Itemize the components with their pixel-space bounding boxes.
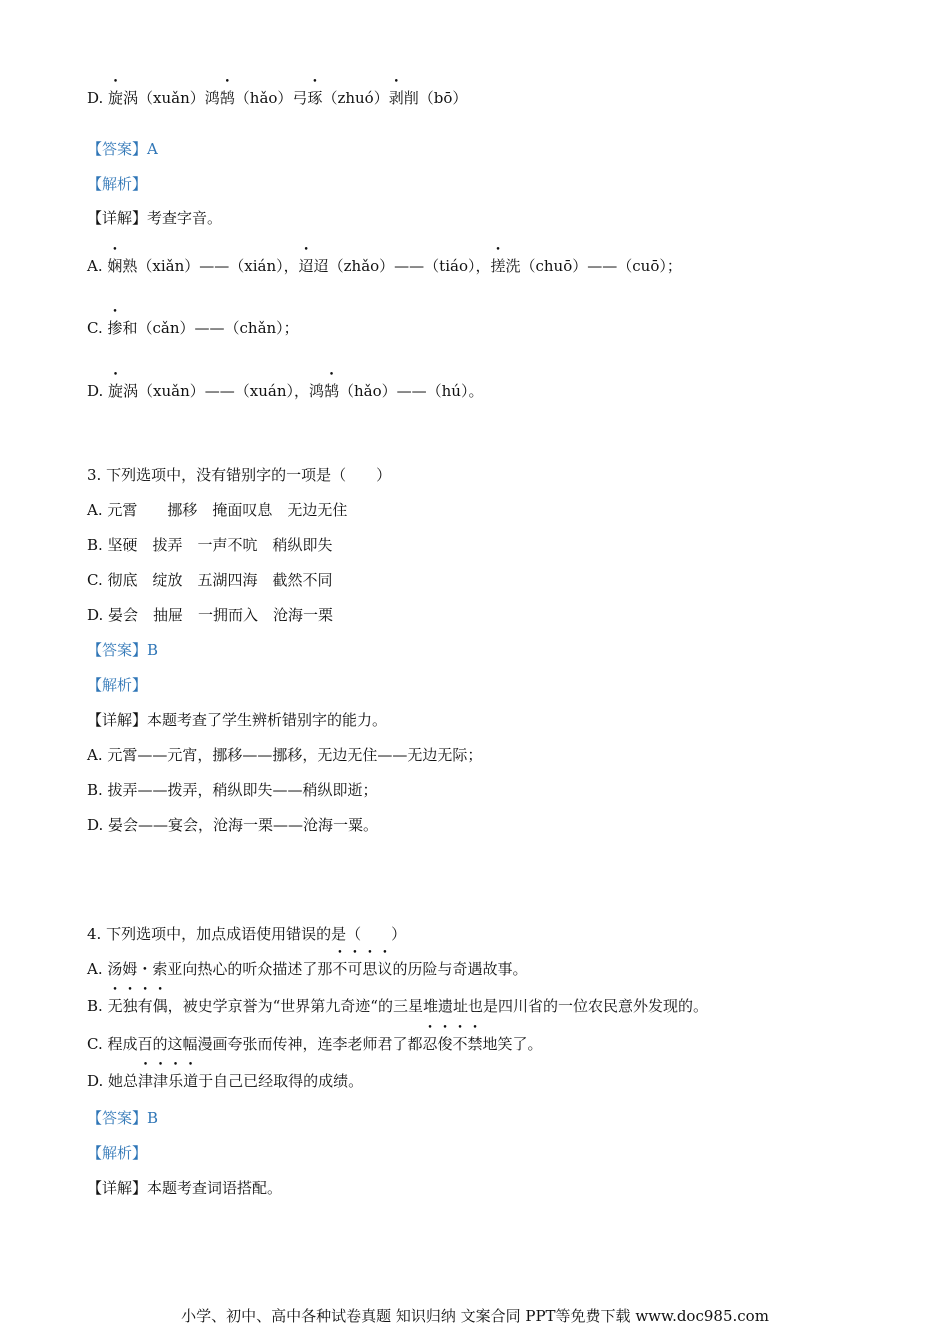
q3-option-b: B. 坚硬 拔弄 一声不吭 稍纵即失 (87, 536, 333, 554)
q4-option-c: C. 程成百的这幅漫画夸张而传神，连李老师君了都忍俊不禁地笑了。 (87, 1035, 543, 1053)
q2-explanation-a: A. 娴熟（xiǎn）——（xián），迢迢（zhǎo）——（tiáo），搓洗（chuō）——（cuō）； (87, 257, 682, 275)
dotted-char: 无 (107, 997, 123, 1015)
q3-question: 3. 下列选项中，没有错别字的一项是（ ） (87, 466, 392, 484)
dotted-char: 娴 (107, 257, 123, 275)
dotted-char: 乐 (168, 1072, 184, 1090)
dotted-char: 可 (347, 960, 363, 978)
footer-banner: 小学、初中、高中各种试卷真题 知识归纳 文案合同 PPT等免费下载 www.doc985.com (181, 1307, 769, 1325)
q2-detail: 【详解】考查字音。 (87, 209, 223, 227)
dotted-char: 不 (452, 1035, 468, 1053)
dotted-char: 琢 (307, 89, 323, 107)
dotted-char: 俊 (437, 1035, 453, 1053)
q4-question: 4. 下列选项中，加点成语使用错误的是（ ） (87, 925, 407, 943)
q4-analysis-label: 【解析】 (87, 1144, 148, 1162)
q3-option-a: A. 元霄 挪移 掩面叹息 无边无住 (87, 501, 348, 519)
dotted-char: 有 (137, 997, 153, 1015)
q3-explanation-b: B. 拔弄——拨弄，稍纵即失——稍纵即逝； (87, 781, 378, 799)
q2-analysis-label: 【解析】 (87, 175, 148, 193)
dotted-char: 津 (153, 1072, 169, 1090)
q4-option-a: A. 汤姆・索亚向热心的听众描述了那不可思议的历险与奇遇故事。 (87, 960, 528, 978)
dotted-char: 旋 (108, 382, 124, 400)
dotted-char: 禁 (467, 1035, 483, 1053)
q3-analysis-label: 【解析】 (87, 676, 148, 694)
q3-option-d: D. 晏会 抽屉 一拥而入 沧海一栗 (87, 606, 334, 624)
dotted-char: 旋 (108, 89, 124, 107)
dotted-char: 剥 (388, 89, 404, 107)
dotted-char: 鹄 (324, 382, 340, 400)
dotted-char: 偶 (152, 997, 168, 1015)
q4-answer: 【答案】B (87, 1109, 159, 1127)
q4-option-b: B. 无独有偶，被史学京誉为“世界第九奇迹“的三星堆遗址也是四川省的一位农民意外发现的。 (87, 997, 708, 1015)
q3-detail: 【详解】本题考查了学生辨析错别字的能力。 (87, 711, 388, 729)
q2-answer: 【答案】A (87, 140, 158, 158)
dotted-char: 不 (332, 960, 348, 978)
dotted-char: 迢 (298, 257, 314, 275)
dotted-char: 思 (362, 960, 378, 978)
q3-answer: 【答案】B (87, 641, 159, 659)
q3-option-c: C. 彻底 绽放 五湖四海 截然不同 (87, 571, 333, 589)
q2-explanation-c: C. 掺和（cǎn）——（chǎn）； (87, 319, 299, 337)
dotted-char: 掺 (107, 319, 123, 337)
dotted-char: 独 (122, 997, 138, 1015)
dotted-char: 搓 (490, 257, 506, 275)
dotted-char: 议 (377, 960, 393, 978)
q2-option-d: D. 旋涡（xuǎn）鸿鹄（hǎo）弓琢（zhuó）剥削（bō） (87, 89, 468, 107)
dotted-char: 忍 (422, 1035, 438, 1053)
q3-explanation-d: D. 晏会——宴会，沧海一栗——沧海一粟。 (87, 816, 379, 834)
q3-explanation-a: A. 元霄——元宵，挪移——挪移，无边无住——无边无际； (87, 746, 483, 764)
q2-explanation-d: D. 旋涡（xuǎn）——（xuán），鸿鹄（hǎo）——（hú）。 (87, 382, 484, 400)
dotted-char: 津 (138, 1072, 154, 1090)
q4-detail: 【详解】本题考查词语搭配。 (87, 1179, 283, 1197)
dotted-char: 道 (183, 1072, 199, 1090)
dotted-char: 鹄 (219, 89, 235, 107)
q4-option-d: D. 她总津津乐道于自己已经取得的成绩。 (87, 1072, 364, 1090)
